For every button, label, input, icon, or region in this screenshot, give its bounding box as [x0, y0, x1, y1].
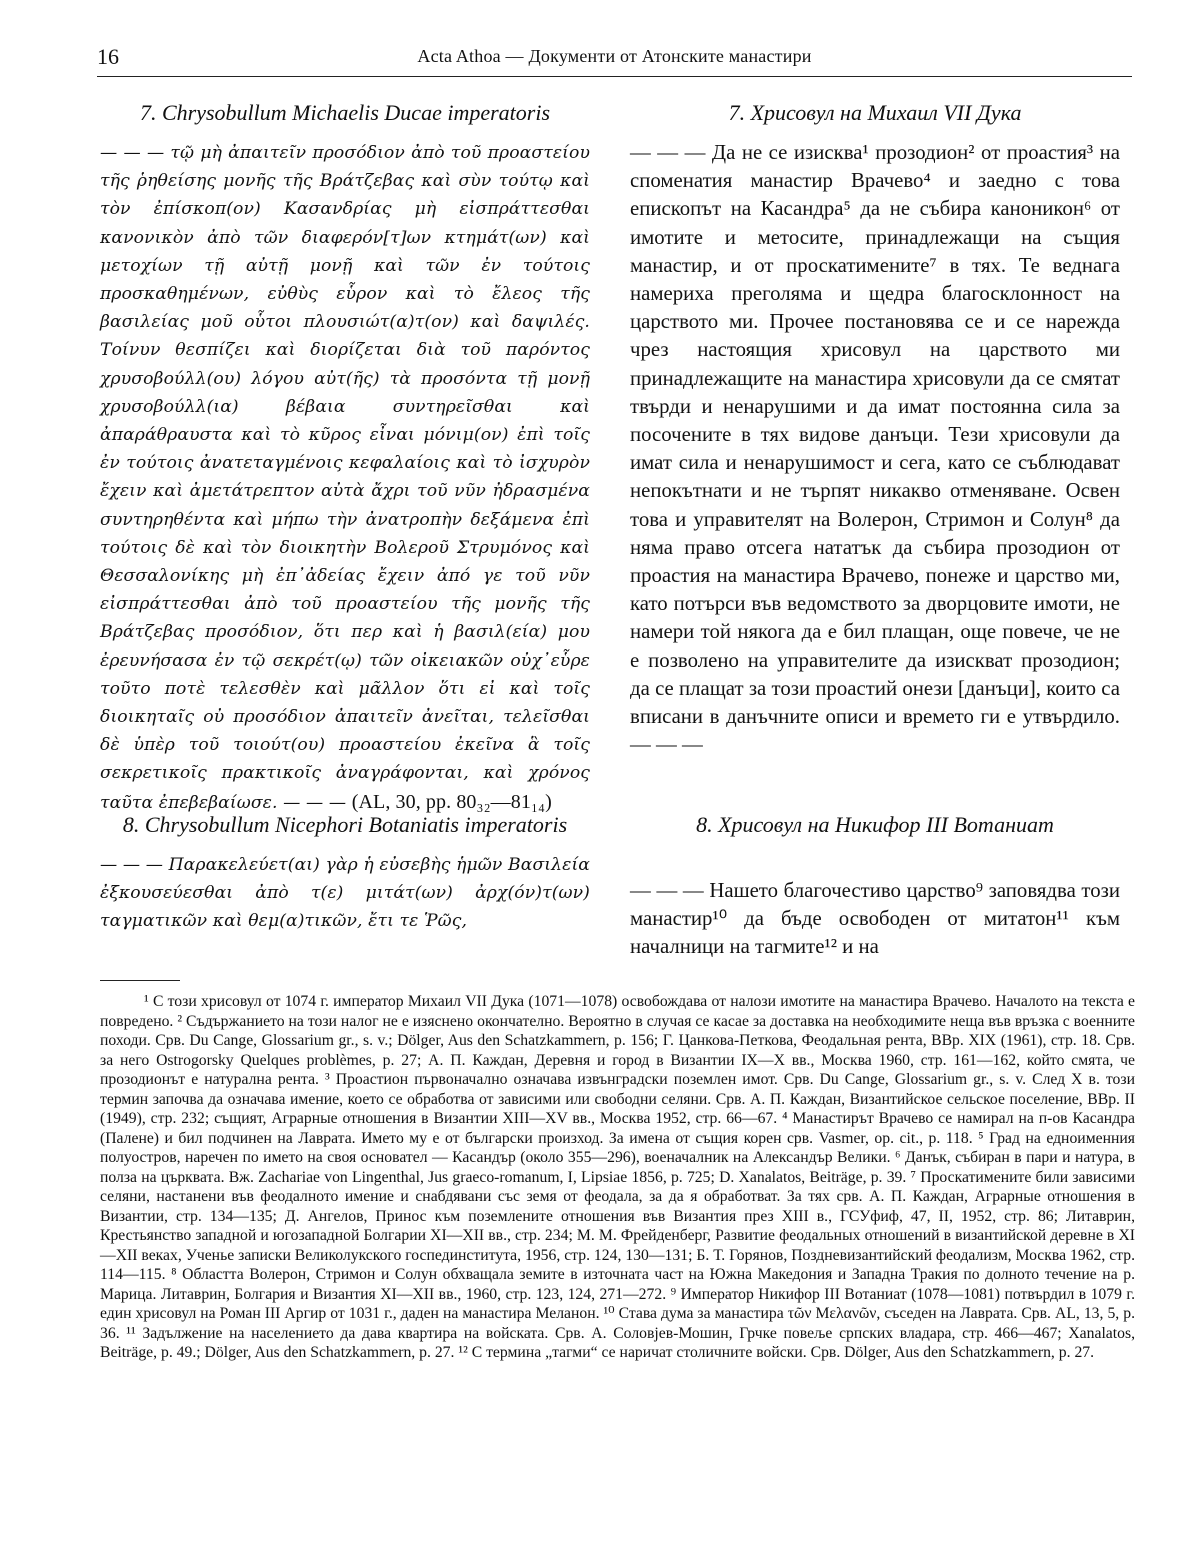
- section-7-latin-title: 7. Chrysobullum Michaelis Ducae imperatoris: [139, 100, 551, 125]
- greek-source-ref: (AL, 30, pp. 80₃₂—81₁₄): [351, 790, 552, 813]
- section-8-latin: [100, 812, 590, 936]
- section-7-bg-title: 7. Хрисовул на Михаил VII Дука: [728, 100, 1022, 125]
- footnotes: [100, 992, 1135, 1363]
- running-title: Acta Athoa — Документи от Атонските манастири: [417, 46, 812, 66]
- footnotes-text: ¹ С този хрисовул от 1074 г. император Михаил VII Дука (1071—1078) освобождава от налози имотите на манастира Врачево. Началото на текста е повредено. ² Съдържанието на този налог не е изяснено окончателно. Вероятно в случая се касае за доставка на необходимите неща във връзка с военните походи. Срв. Du Cange, Glossarium gr., s. v.; Dölger, Aus den Schatzkammern, p. 156; Г. Цанкова-Петкова, Феодальная рента, ВВр. XIX (1961), стр. 18. Срв. за него Ostrogorsky Quelques problèmes, p. 27; А. П. Каждан, Деревня и город в Византии IX—X вв., Москва 1960, стр. 161—162, който смята, че прозодионът е натурална рента. ³ Проастион първоначално означава извънградски поземлен имот. Срв. Du Cange, Glossarium gr., s. v. След X в. този термин започва да означава имение, което се обработва от зависими или свободни селяни. Срв. А. П. Каждан, Византийское сельское поселение, ВВр. II (1949), стр. 232; същият, Аграрные отношения в Византии XIII—XV вв., Москва 1952, стр. 66—67. ⁴ Манастирът Врачево се намирал на п-ов Касандра (Палене) и бил подчинен на Лаврата. Името му е от български произход. За имена от същия корен срв. Vasmer, op. cit., p. 118. ⁵ Град на едноименния полуостров, наречен по името на своя основател — Касандър (около 355—296), военачалник на Александър Велики. ⁶ Данък, събиран в пари и натура, в полза на църквата. Вж. Zachariae von Lingenthal, Jus graeco-romanum, I, Lipsiae 1856, p. 725; D. Xanalatos, Beiträge, p. 39. ⁷ Проскатимените били зависими селяни, настанени във феодалното имение и снабдявани със земя от феодала, за да я обработват. За тях срв. А. П. Каждан, Аграрные отношения в Византии, стр. 134—135; Д. Ангелов, Принос към поземлените отношения във Византия през XIII в., ГСУфиф, 47, II, 1952, стр. 86; Литаврин, Крестьянство западной и югозападной Болгарии XI—XII вв., стр. 234; М. М. Фрейденберг, Развитие феодальных отношений в византийской деревне в XI—XII веках, Ученье записки Великолукского госпединститута, 1956, стр. 124, 130—131; Б. Т. Горянов, Поздневизантийский феодализм, Москва 1962, стр. 114—115. ⁸ Областта Волерон, Стримон и Солун обхващала земите в източната част на Южна Македония и Западна Тракия по долното течение на р. Марица. Литаврин, Болгария и Византия XI—XII вв., 1960, стр. 123, 124, 271—272. ⁹ Император Никифор III Вотаниат (1078—1081) потвърдил в 1079 г. един хрисовул на Роман III Аргир от 1031 г., даден на манастира Меланон. ¹⁰ Става дума за манастира τῶν Μελανῶν, съседен на Лаврата. Срв. AL, 13, 5, p. 36. ¹¹ Задължение на населението да дава квартира на войската. Срв. А. Соловјев-Мошин, Грчке повеље српских владара, стр. 466—467; Xanalatos, Beiträge, p. 49.; Dölger, Aus den Schatzkammern, p. 27. ¹² С термина „тагми“ се наричат столичните войски. Срв. Dölger, Aus den Schatzkammern, p. 27.: [100, 993, 1135, 1361]
- running-header: [97, 40, 1132, 80]
- section-7-bulgarian: [630, 100, 1120, 759]
- section-7-greek-text: [100, 139, 590, 817]
- section-8-bg-text: — — — Нашето благочестиво царство⁹ заповядва този манастир¹⁰ да бъде освободен от митатон¹¹ към началници на тагмите¹² и на: [630, 879, 1120, 959]
- section-8-bg-title: 8. Хрисовул на Никифор III Вотаниат: [696, 812, 1054, 837]
- header-rule: [97, 76, 1132, 77]
- section-7-bg-text: — — — Да не се изисква¹ прозодион² от проастия³ на споменатия манастир Врачево⁴ и заедно с това епископът на Касандра⁵ да не събира каноникон⁶ от имотите и метосите, принадлежащи на същия манастир, и от проскатимените⁷ в тях. Те веднага намериха преголяма и щедра благосклонност на царството ми. Прочее постановява се и се нарежда чрез настоящия хрисовул на царството ми принадлежащите на манастира хрисовули да се смятат твърди и ненарушими и да имат постоянна сила за посочените в тях видове данъци. Тези хрисовули да имат сила и ненарушимост и сега, като се съблюдават непокътнати и не търпят никакво отменяване. Освен това и управителят на Волерон, Стримон и Солун⁸ да няма право отсега нататък да събира прозодион от проастия на манастира Врачево, понеже и царство ми, като потърси във ведомството за дворцовите имоти, не намери той някога да е бил плащан, още повече, че не е позволено на управителите да изискват прозодион; да се плащат за този проастий онези [данъци], които са вписани в данъчните описи и времето ги е утвърдило. — — —: [630, 141, 1120, 757]
- section-8-latin-title: 8. Chrysobullum Nicephori Botaniatis imperatoris: [122, 812, 568, 837]
- footnote-rule: [100, 980, 180, 981]
- section-8-greek-text: — — — Παρακελεύετ(αι) γὰρ ἡ εὐσεβὴς ἡμῶν Βασιλεία ἐξκουσεύεσθαι ἀπὸ τ(ε) μιτάτ(ων) ἀρχ(όν)τ(ων) ταγματικῶν καὶ θεμ(α)τικῶν, ἔτι τε Ῥῶς,: [100, 855, 590, 932]
- section-8-bulgarian: [630, 812, 1120, 962]
- section-7-latin: [100, 100, 590, 817]
- greek-body: — — — τῷ μὴ ἀπαιτεῖν προσόδιον ἀπὸ τοῦ προαστείου τῆς ῥηθείσης μονῆς τῆς Βράτζεβας καὶ σὺν τούτῳ καὶ τὸν ἐπίσκοπ(ον) Κασανδρίας μὴ εἰσπράττεσθαι κανονικὸν ἀπὸ τῶν διαφερόν[τ]ων κτημάτ(ων) καὶ μετοχίων τῇ αὐτῇ μονῇ καὶ τῶν ἐν τούτοις προσκαθημένων, εὐθὺς εὗρον καὶ τὸ ἔλεος τῆς βασιλείας μοῦ οὗτοι πλουσιώτ(α)τ(ον) καὶ δαψιλές. Τοίνυν θεσπίζει καὶ διορίζεται διὰ τοῦ παρόντος χρυσοβούλλ(ου) λόγου αὐτ(ῆς) τὰ προσόντα τῇ μονῇ χρυσοβούλλ(ια) βέβαια συντηρεῖσθαι καὶ ἀπαράθραυστα καὶ τὸ κῦρος εἶναι μόνιμ(ον) ἐπὶ τοῖς ἐν τούτοις ἀνατεταγμένοις κεφαλαίοις καὶ τὸ ἰσχυρὸν ἔχειν καὶ ἀμετάτρεπτον αὐτὰ ἄχρι τοῦ νῦν ἠδρασμένα συντηρηθέντα καὶ μήπω τὴν ἀνατροπὴν δεξάμενα ἐπὶ τούτοις δὲ καὶ τὸν διοικητὴν Βολεροῦ Στρυμόνος καὶ Θεσσαλονίκης μὴ ἐπ᾽ἀδείας ἔχειν ἀπό γε τοῦ νῦν εἰσπράττεσθαι ἀπὸ τοῦ προαστείου τῆς μονῆς τῆς Βράτζεβας προσόδιον, ὅτι περ καὶ ἡ βασιλ(εία) μου ἐρευνήσασα ἐν τῷ σεκρέτ(ῳ) τῶν οἰκειακῶν οὐχ᾽εὗρε τοῦτο ποτὲ τελεσθὲν καὶ μᾶλλον ὅτι εἰ καὶ τοῖς διοικηταῖς οὐ προσόδιον ἀπαιτεῖν ἀνεῖται, τελεῖσθαι δὲ ὑπὲρ τοῦ τοιούτ(ου) προαστείου ἐκεῖνα ἃ τοῖς σεκρετικοῖς πρακτικοῖς ἀναγράφονται, καὶ χρόνος ταῦτα ἐπεβεβαίωσε. — — —: [100, 143, 590, 813]
- page-number: 16: [97, 44, 119, 69]
